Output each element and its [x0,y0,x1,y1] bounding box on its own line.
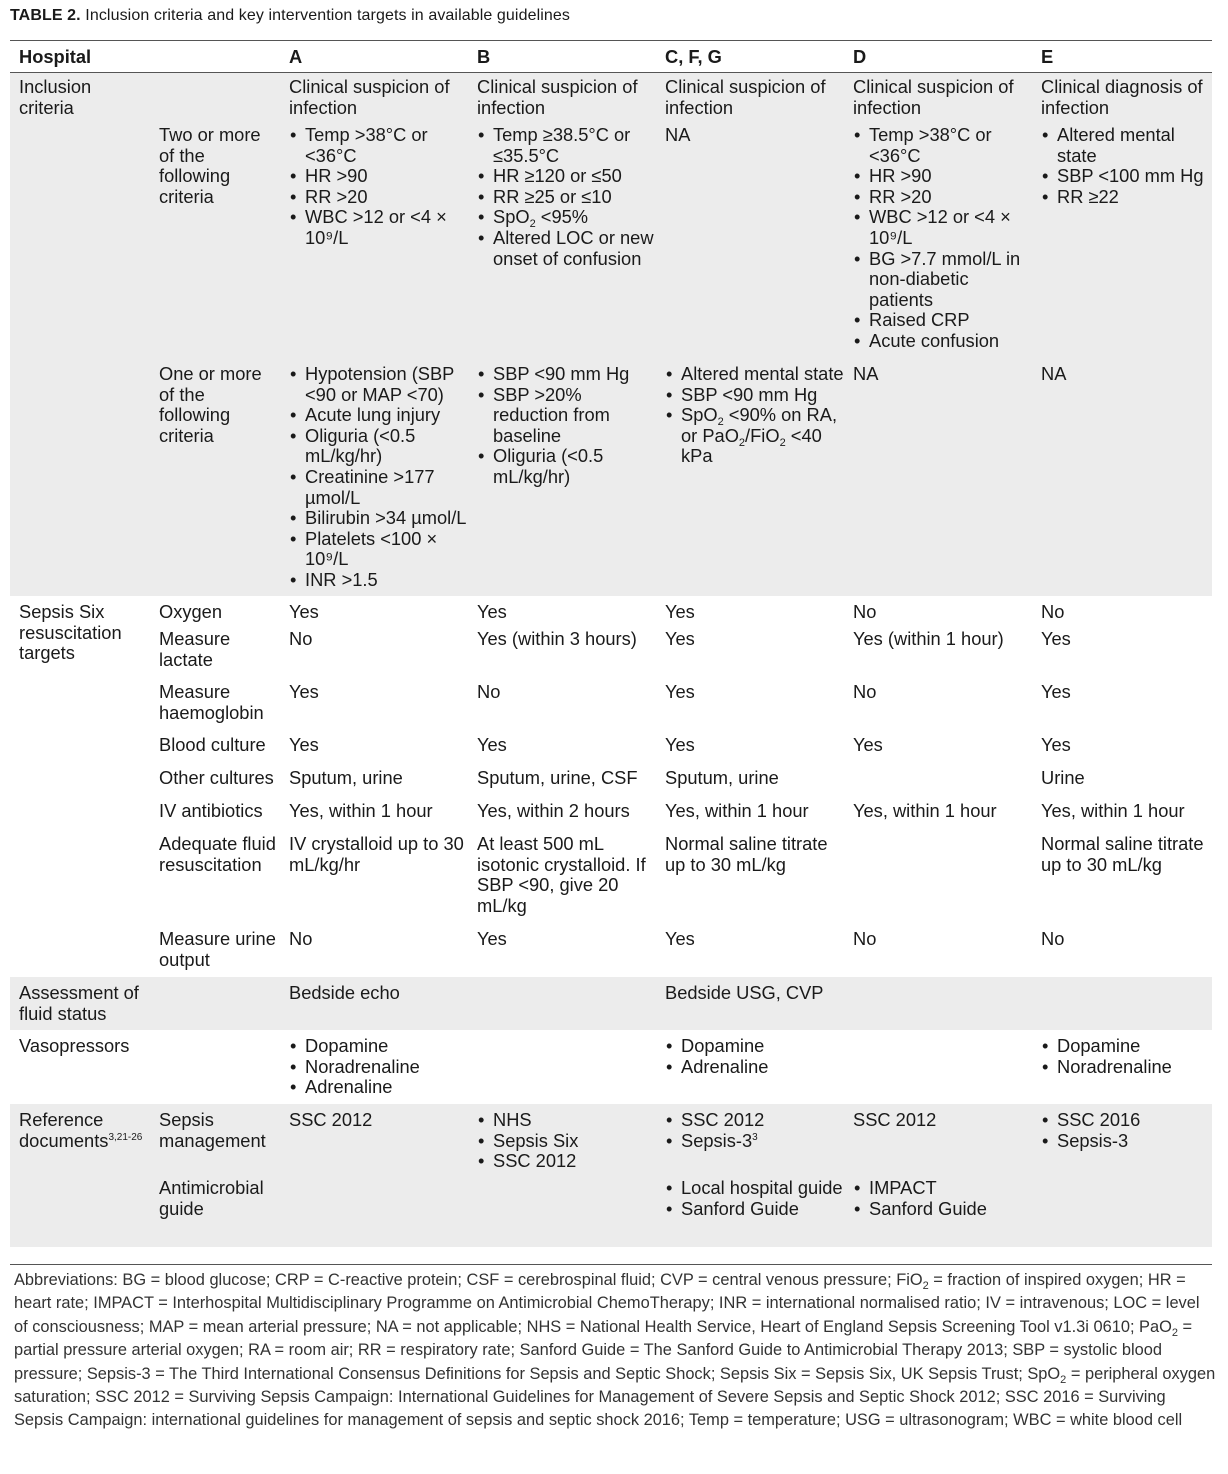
list-item [681,405,844,467]
cell [1032,125,1212,364]
subscript: 2 [717,416,724,429]
text: SpO [493,206,530,228]
cell: SSC 2012 [844,1104,1032,1178]
section-label: Inclusion criteria [10,73,150,126]
list-item: • INR >1.5 [305,570,468,591]
cell: Yes [468,929,656,977]
cell: Yes [1032,629,1212,682]
empty-cell [150,73,280,126]
text: <90% on RA, or PaO [681,404,838,446]
cell: Normal saline titrate up to 30 mL/kg [656,834,844,929]
row-label: Measure lactate [150,629,280,682]
subscript: 2 [529,218,536,231]
cell: Yes [656,596,844,629]
list-item: • Local hospital guide [681,1178,844,1199]
text: Abbreviations: BG = blood glucose; CRP = C-reactive protein; CSF = cerebrospinal fluid; CVP = central venous pressure; FiO [14,1271,923,1289]
cell: No [844,682,1032,735]
table-bottom-rule [10,1264,1212,1265]
cell: Yes, within 2 hours [468,801,656,834]
criteria-list [289,125,468,249]
cell [844,1178,1032,1247]
list-item: • Creatinine >177 µmol/L [305,467,468,508]
row-label: Blood culture [150,735,280,768]
text: SpO [681,404,718,426]
subscript: 2 [779,436,786,449]
cell [280,125,468,364]
reference-list [1041,1110,1212,1151]
cell [656,1104,844,1178]
cell [656,364,844,596]
cell [468,364,656,596]
reference-row [10,1104,1212,1178]
cell: Yes [280,682,468,735]
abbreviations-footnote [14,1269,1216,1433]
sepsis-six-row [10,929,1212,977]
cell: Clinical suspicion of infection [280,73,468,126]
cell: NA [844,364,1032,596]
list-item: • SBP <90 mm Hg [493,364,656,385]
vasopressors-row [10,1030,1212,1104]
text: /FiO [745,424,780,446]
sepsis-six-row [10,629,1212,682]
cell [844,125,1032,364]
list-item: • Sepsis Six [493,1131,656,1152]
inclusion-two-row [10,125,1212,364]
list-item: • RR >20 [305,187,468,208]
cell: Yes, within 1 hour [280,801,468,834]
sepsis-six-row [10,834,1212,929]
list-item: • Raised CRP [869,310,1032,331]
header-a: A [289,46,303,67]
inclusion-one-row [10,364,1212,596]
cell: Yes [280,596,468,629]
vasopressor-list [665,1036,844,1077]
reference-row [10,1178,1212,1247]
superscript: 3,21-26 [108,1131,143,1143]
cell [280,364,468,596]
cell: No [280,929,468,977]
list-item: • Sepsis-3 [1057,1131,1212,1152]
cell: Yes [1032,735,1212,768]
cell: Yes [844,735,1032,768]
list-item [493,206,656,231]
list-item: • HR >90 [305,166,468,187]
list-item: • WBC >12 or <4 × 10⁹/L [869,207,1032,248]
vasopressor-list [289,1036,468,1098]
list-item: • Oliguria (<0.5 mL/kg/hr) [493,446,656,487]
list-item: • Adrenaline [305,1077,468,1098]
list-item: • RR >20 [869,187,1032,208]
table-number: TABLE 2. [10,7,81,24]
subscript: 2 [1060,1373,1067,1386]
empty-cell [468,1178,656,1247]
cell: Yes [656,629,844,682]
cell: Yes (within 3 hours) [468,629,656,682]
list-item: • Oliguria (<0.5 mL/kg/hr) [305,426,468,467]
empty-cell [10,364,150,596]
table-caption [10,7,570,25]
cell: Yes [656,929,844,977]
cell: Yes, within 1 hour [656,801,844,834]
reference-list [477,1110,656,1172]
inclusion-infection-row [10,73,1212,126]
text: <95% [535,206,589,228]
sepsis-six-row [10,768,1212,801]
criteria-list [477,364,656,488]
cell: Yes [280,735,468,768]
row-label: IV antibiotics [150,801,280,834]
header-cfg: C, F, G [665,46,722,67]
list-item: • Acute lung injury [305,405,468,426]
list-item: • SBP <100 mm Hg [1057,166,1212,187]
vasopressor-list [1041,1036,1212,1077]
criteria-list [289,364,468,591]
row-label: Sepsis management [150,1104,280,1178]
empty-cell [150,1030,280,1104]
criteria-list [853,125,1032,352]
cell [844,834,1032,929]
sepsis-six-row [10,682,1212,735]
sepsis-six-row [10,801,1212,834]
cell: Bedside echo [280,977,468,1030]
cell: No [1032,929,1212,977]
empty-cell [844,1030,1032,1104]
subscript: 2 [1171,1326,1178,1339]
section-label: Assessment of fluid status [10,977,150,1030]
header-row [10,41,1212,73]
list-item: • Hypotension (SBP <90 or MAP <70) [305,364,468,405]
header-e: E [1041,46,1054,67]
row-label: Antimicrobial guide [150,1178,280,1247]
list-item: • IMPACT [869,1178,1032,1199]
text: Sepsis-3 [681,1129,753,1151]
cell [280,1030,468,1104]
cell: IV crystalloid up to 30 mL/kg/hr [280,834,468,929]
empty-cell [1032,1178,1212,1247]
reference-list [665,1178,844,1219]
cell: Bedside USG, CVP [656,977,844,1030]
cell: Urine [1032,768,1212,801]
cell: NA [656,125,844,364]
fluid-status-row [10,977,1212,1030]
list-item: • SSC 2016 [1057,1110,1212,1131]
list-item: • BG >7.7 mmol/L in non-diabetic patients [869,249,1032,311]
superscript: 3 [752,1131,758,1143]
cell [1032,1030,1212,1104]
cell: Yes, within 1 hour [1032,801,1212,834]
list-item: • Altered mental state [681,364,844,385]
list-item: • Bilirubin >34 µmol/L [305,508,468,529]
empty-cell [150,977,280,1030]
cell: No [1032,596,1212,629]
list-item: • HR >90 [869,166,1032,187]
list-item: • SBP >20% reduction from baseline [493,385,656,447]
list-item: • Temp >38°C or <36°C [305,125,468,166]
list-item: • Adrenaline [681,1057,844,1078]
guidelines-table [10,40,1212,1247]
cell: Sputum, urine, CSF [468,768,656,801]
cell: Clinical suspicion of infection [468,73,656,126]
empty-cell [468,1030,656,1104]
list-item: • Dopamine [681,1036,844,1057]
cell: Clinical diagnosis of infection [1032,73,1212,126]
list-item: • Platelets <100 × 10⁹/L [305,529,468,570]
cell: No [844,929,1032,977]
reference-list [665,1110,844,1151]
cell: Clinical suspicion of infection [656,73,844,126]
cell: Yes (within 1 hour) [844,629,1032,682]
row-label: Two or more of the following criteria [150,125,280,364]
cell [468,125,656,364]
text: = peripheral oxygen saturation; SSC 2012 = Surviving Sepsis Campaign: International Guidelines for Management of Severe Sepsis and Septic Shock 2012; SSC 2016 = Surviving Sepsis Campaign: international guidelines for management of sepsis and septic shock 2016; Temp = temperature; USG = ultrasonogram; WBC = white blood cell [14,1364,1216,1430]
list-item: • Acute confusion [869,331,1032,352]
cell: Yes [468,596,656,629]
row-label: Adequate fluid resuscitation [150,834,280,929]
text: Reference documents [19,1109,109,1151]
empty-cell [280,1178,468,1247]
row-label: Measure haemoglobin [150,682,280,735]
sepsis-six-row [10,735,1212,768]
cell: Yes [656,735,844,768]
cell [844,768,1032,801]
sepsis-six-row [10,596,1212,629]
empty-cell [1032,977,1212,1030]
cell: Yes [1032,682,1212,735]
list-item: • Temp ≥38.5°C or ≤35.5°C [493,125,656,166]
list-item: • Sanford Guide [681,1199,844,1220]
cell [1032,1104,1212,1178]
header-hospital: Hospital [19,46,92,67]
cell: No [844,596,1032,629]
text: <40 kPa [681,424,822,467]
criteria-list [1041,125,1212,207]
cell: NA [1032,364,1212,596]
cell: Sputum, urine [280,768,468,801]
header-d: D [853,46,867,67]
row-label: Oxygen [150,596,280,629]
text: = partial pressure arterial oxygen; RA = room air; RR = respiratory rate; Sanford Guide = The Sanford Guide to Antimicrobial Therapy 2013; SBP = systolic blood pressure; Sepsis-3 = The Third International Consensus Definitions for Sepsis and Septic Shock; Sepsis Six = Sepsis Six, UK Sepsis Trust; SpO [14,1317,1193,1383]
list-item: • NHS [493,1110,656,1131]
list-item: • Sanford Guide [869,1199,1032,1220]
criteria-list [477,125,656,269]
list-item: • Dopamine [1057,1036,1212,1057]
list-item: • HR ≥120 or ≤50 [493,166,656,187]
list-item: • WBC >12 or <4 × 10⁹/L [305,207,468,248]
list-item: • Noradrenaline [1057,1057,1212,1078]
cell: Sputum, urine [656,768,844,801]
row-label: Other cultures [150,768,280,801]
reference-list [853,1178,1032,1219]
cell: No [280,629,468,682]
cell: Yes, within 1 hour [844,801,1032,834]
empty-cell [468,977,656,1030]
list-item: • Temp >38°C or <36°C [869,125,1032,166]
text: = fraction of inspired oxygen; HR = heart rate; IMPACT = Interhospital Multidisciplinary Programme on Antimicrobial ChemoTherapy; INR = international normalised ratio; IV = intravenous; LOC = level of consciousness; MAP = mean arterial pressure; NA = not applicable; NHS = National Health Service, Heart of England Sepsis Screening Tool v1.3i 0610; PaO [14,1271,1200,1336]
empty-cell [844,977,1032,1030]
subscript: 2 [738,436,746,449]
list-item [681,1131,844,1152]
empty-cell [10,125,150,364]
list-item: • SSC 2012 [493,1151,656,1172]
section-label [10,1104,150,1247]
cell [656,1178,844,1247]
cell: Yes [656,682,844,735]
section-label: Vasopressors [10,1030,150,1104]
list-item: • Altered LOC or new onset of confusion [493,228,656,269]
list-item: • RR ≥25 or ≤10 [493,187,656,208]
row-label: One or more of the following criteria [150,364,280,596]
cell: No [468,682,656,735]
cell: Clinical suspicion of infection [844,73,1032,126]
section-label: Sepsis Six resuscitation targets [10,596,150,977]
list-item: • Altered mental state [1057,125,1212,166]
list-item: • Dopamine [305,1036,468,1057]
list-item: • RR ≥22 [1057,187,1212,208]
list-item: • Noradrenaline [305,1057,468,1078]
cell: SSC 2012 [280,1104,468,1178]
cell: At least 500 mL isotonic crystalloid. If SBP <90, give 20 mL/kg [468,834,656,929]
table-title: Inclusion criteria and key intervention targets in available guidelines [80,7,570,24]
cell: Yes [468,735,656,768]
cell: Normal saline titrate up to 30 mL/kg [1032,834,1212,929]
cell [468,1104,656,1178]
header-b: B [477,46,491,67]
list-item: • SBP <90 mm Hg [681,385,844,406]
criteria-list [665,364,844,467]
cell [656,1030,844,1104]
row-label: Measure urine output [150,929,280,977]
subscript: 2 [922,1280,929,1292]
list-item: • SSC 2012 [681,1110,844,1131]
